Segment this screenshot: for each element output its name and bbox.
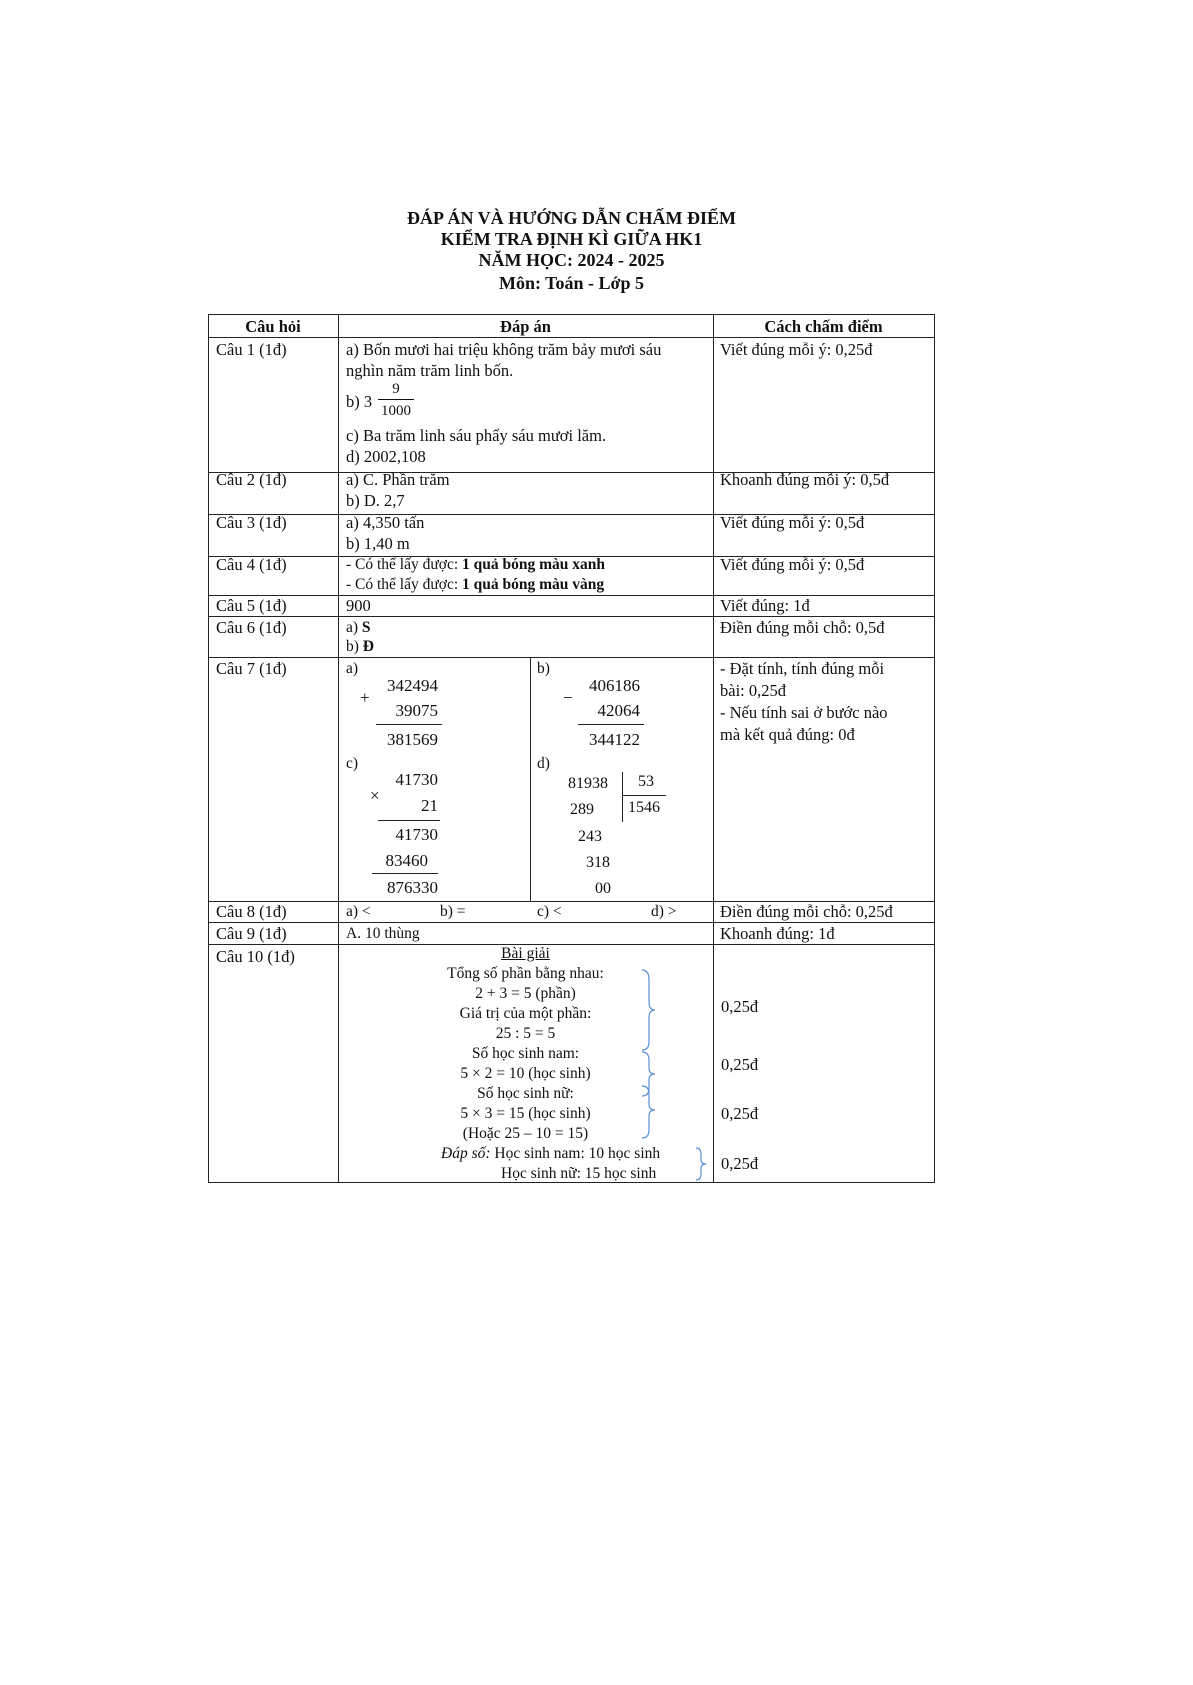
q5-answer: 900 [346,596,371,615]
q1-answer-b-prefix: b) 3 [346,392,373,411]
q10-line3: Giá trị của một phần: [459,1005,592,1022]
q8-answer-a: a) < [346,903,371,920]
q7-label: Câu 7 (1đ) [216,659,287,678]
q1-fraction-numerator: 9 [392,381,400,397]
q1-fraction-denominator: 1000 [381,403,411,419]
q6-grading: Điền đúng mỗi chỗ: 0,5đ [720,618,885,637]
q6-answer-b: b) Đ [346,638,374,655]
q3-answer-a: a) 4,350 tấn [346,513,425,532]
q4-grading: Viết đúng mỗi ý: 0,5đ [720,555,865,574]
doc-title-line3: NĂM HỌC: 2024 - 2025 [478,250,665,270]
q10-line6: 5 × 2 = 10 (học sinh) [460,1065,591,1082]
q7-c-result: 876330 [387,878,438,897]
q7-c-operand1: 41730 [395,770,438,789]
q7-c-operand2: 21 [421,796,438,815]
q6-answer-a: a) S [346,619,371,636]
q8-answer-c: c) < [537,903,562,920]
q8-answer-b: b) = [440,903,466,920]
q8-answer-d: d) > [651,903,677,920]
q7-d-remainder1: 289 [570,801,594,818]
q10-line5: Số học sinh nam: [471,1045,580,1062]
q7-grading-line1: - Đặt tính, tính đúng mỗi [720,659,885,678]
q10-score2: 0,25đ [721,1055,759,1074]
q10-solution-title: Bài giải [501,945,550,962]
q5-grading: Viết đúng: 1đ [720,596,810,615]
q1-grading: Viết đúng mỗi ý: 0,25đ [720,340,873,359]
q7-grading-line3: - Nếu tính sai ở bước nào [720,703,888,722]
q7-grading-line2: bài: 0,25đ [720,681,786,700]
q4-label: Câu 4 (1đ) [216,555,287,574]
q9-grading: Khoanh đúng: 1đ [720,924,835,943]
q10-brace-female [640,1084,658,1140]
q7-b-label: b) [537,660,550,677]
q3-answer-b: b) 1,40 m [346,534,410,553]
q7-a-result: 381569 [387,730,438,749]
q10-line9: (Hoặc 25 – 10 = 15) [462,1125,589,1142]
q4-answer-a: - Có thể lấy được: 1 quả bóng màu xanh [346,556,606,573]
col-header-grading: Cách chấm điểm [764,317,883,336]
q7-c-label: c) [346,755,359,772]
q7-d-remainder2: 243 [578,828,602,845]
q7-b-result: 344122 [589,730,640,749]
q9-label: Câu 9 (1đ) [216,924,287,943]
q10-score3: 0,25đ [721,1104,759,1123]
q7-a-label: a) [346,660,359,677]
q1-answer-c: c) Ba trăm linh sáu phẩy sáu mươi lăm. [346,426,607,445]
q1-label: Câu 1 (1đ) [216,340,287,359]
q1-fraction-bar [378,399,414,400]
q10-line4: 25 : 5 = 5 [495,1025,556,1042]
q7-b-operand1: 406186 [589,676,640,695]
q7-a-operand1: 342494 [387,676,438,695]
col-header-answer: Đáp án [500,317,551,336]
q3-grading: Viết đúng mỗi ý: 0,5đ [720,513,865,532]
q10-line7: Số học sinh nữ: [477,1085,574,1102]
q10-score4: 0,25đ [721,1154,759,1173]
doc-title-line1: ĐÁP ÁN VÀ HƯỚNG DẪN CHẤM ĐIỂM [407,208,736,228]
q1-answer-a-line2: nghìn năm trăm linh bốn. [346,361,514,380]
q7-d-remainder3: 318 [586,854,610,871]
q2-grading: Khoanh đúng mỗi ý: 0,5đ [720,470,890,489]
q8-grading: Điền đúng mỗi chỗ: 0,25đ [720,902,893,921]
q10-label: Câu 10 (1đ) [216,947,295,966]
q2-answer-a: a) C. Phần trăm [346,470,450,489]
q7-a-operand2: 39075 [395,701,438,720]
q8-label: Câu 8 (1đ) [216,902,287,921]
q2-label: Câu 2 (1đ) [216,470,287,489]
q7-b-operand2: 42064 [597,701,640,720]
q7-d-divisor: 53 [638,773,654,790]
q10-brace-answer [694,1146,708,1182]
q4-answer-b: - Có thể lấy được: 1 quả bóng màu vàng [346,576,605,593]
doc-title-line2: KIỂM TRA ĐỊNH KÌ GIỮA HK1 [440,229,703,249]
q10-line8: 5 × 3 = 15 (học sinh) [460,1105,591,1122]
q7-a-operator: + [360,688,370,707]
q7-d-remainder4: 00 [595,880,611,897]
q7-c-partial2: 83460 [385,851,428,870]
q10-score1: 0,25đ [721,997,759,1016]
q10-line1: Tổng số phần bằng nhau: [447,965,604,982]
q7-grading-line4: mà kết quả đúng: 0đ [720,725,855,744]
q10-final-answer-line2: Học sinh nữ: 15 học sinh [501,1165,657,1182]
q7-c-partial1: 41730 [395,825,438,844]
q10-line2: 2 + 3 = 5 (phần) [475,985,576,1002]
q7-d-dividend: 81938 [568,775,608,792]
q2-answer-b: b) D. 2,7 [346,491,405,510]
q6-label: Câu 6 (1đ) [216,618,287,637]
q9-answer: A. 10 thùng [346,925,420,942]
q7-c-operator: × [370,786,380,805]
q10-final-answer-line1: Đáp số: Học sinh nam: 10 học sinh [441,1145,661,1162]
doc-subject: Môn: Toán - Lớp 5 [498,273,644,293]
q1-answer-a-line1: a) Bốn mươi hai triệu không trăm bảy mươi sáu [346,340,662,359]
q7-d-label: d) [537,755,550,772]
q7-b-operator: − [563,688,573,707]
q5-label: Câu 5 (1đ) [216,596,287,615]
q3-label: Câu 3 (1đ) [216,513,287,532]
q7-d-quotient: 1546 [628,799,660,816]
col-header-question: Câu hỏi [245,317,301,336]
q1-answer-d: d) 2002,108 [346,447,426,466]
